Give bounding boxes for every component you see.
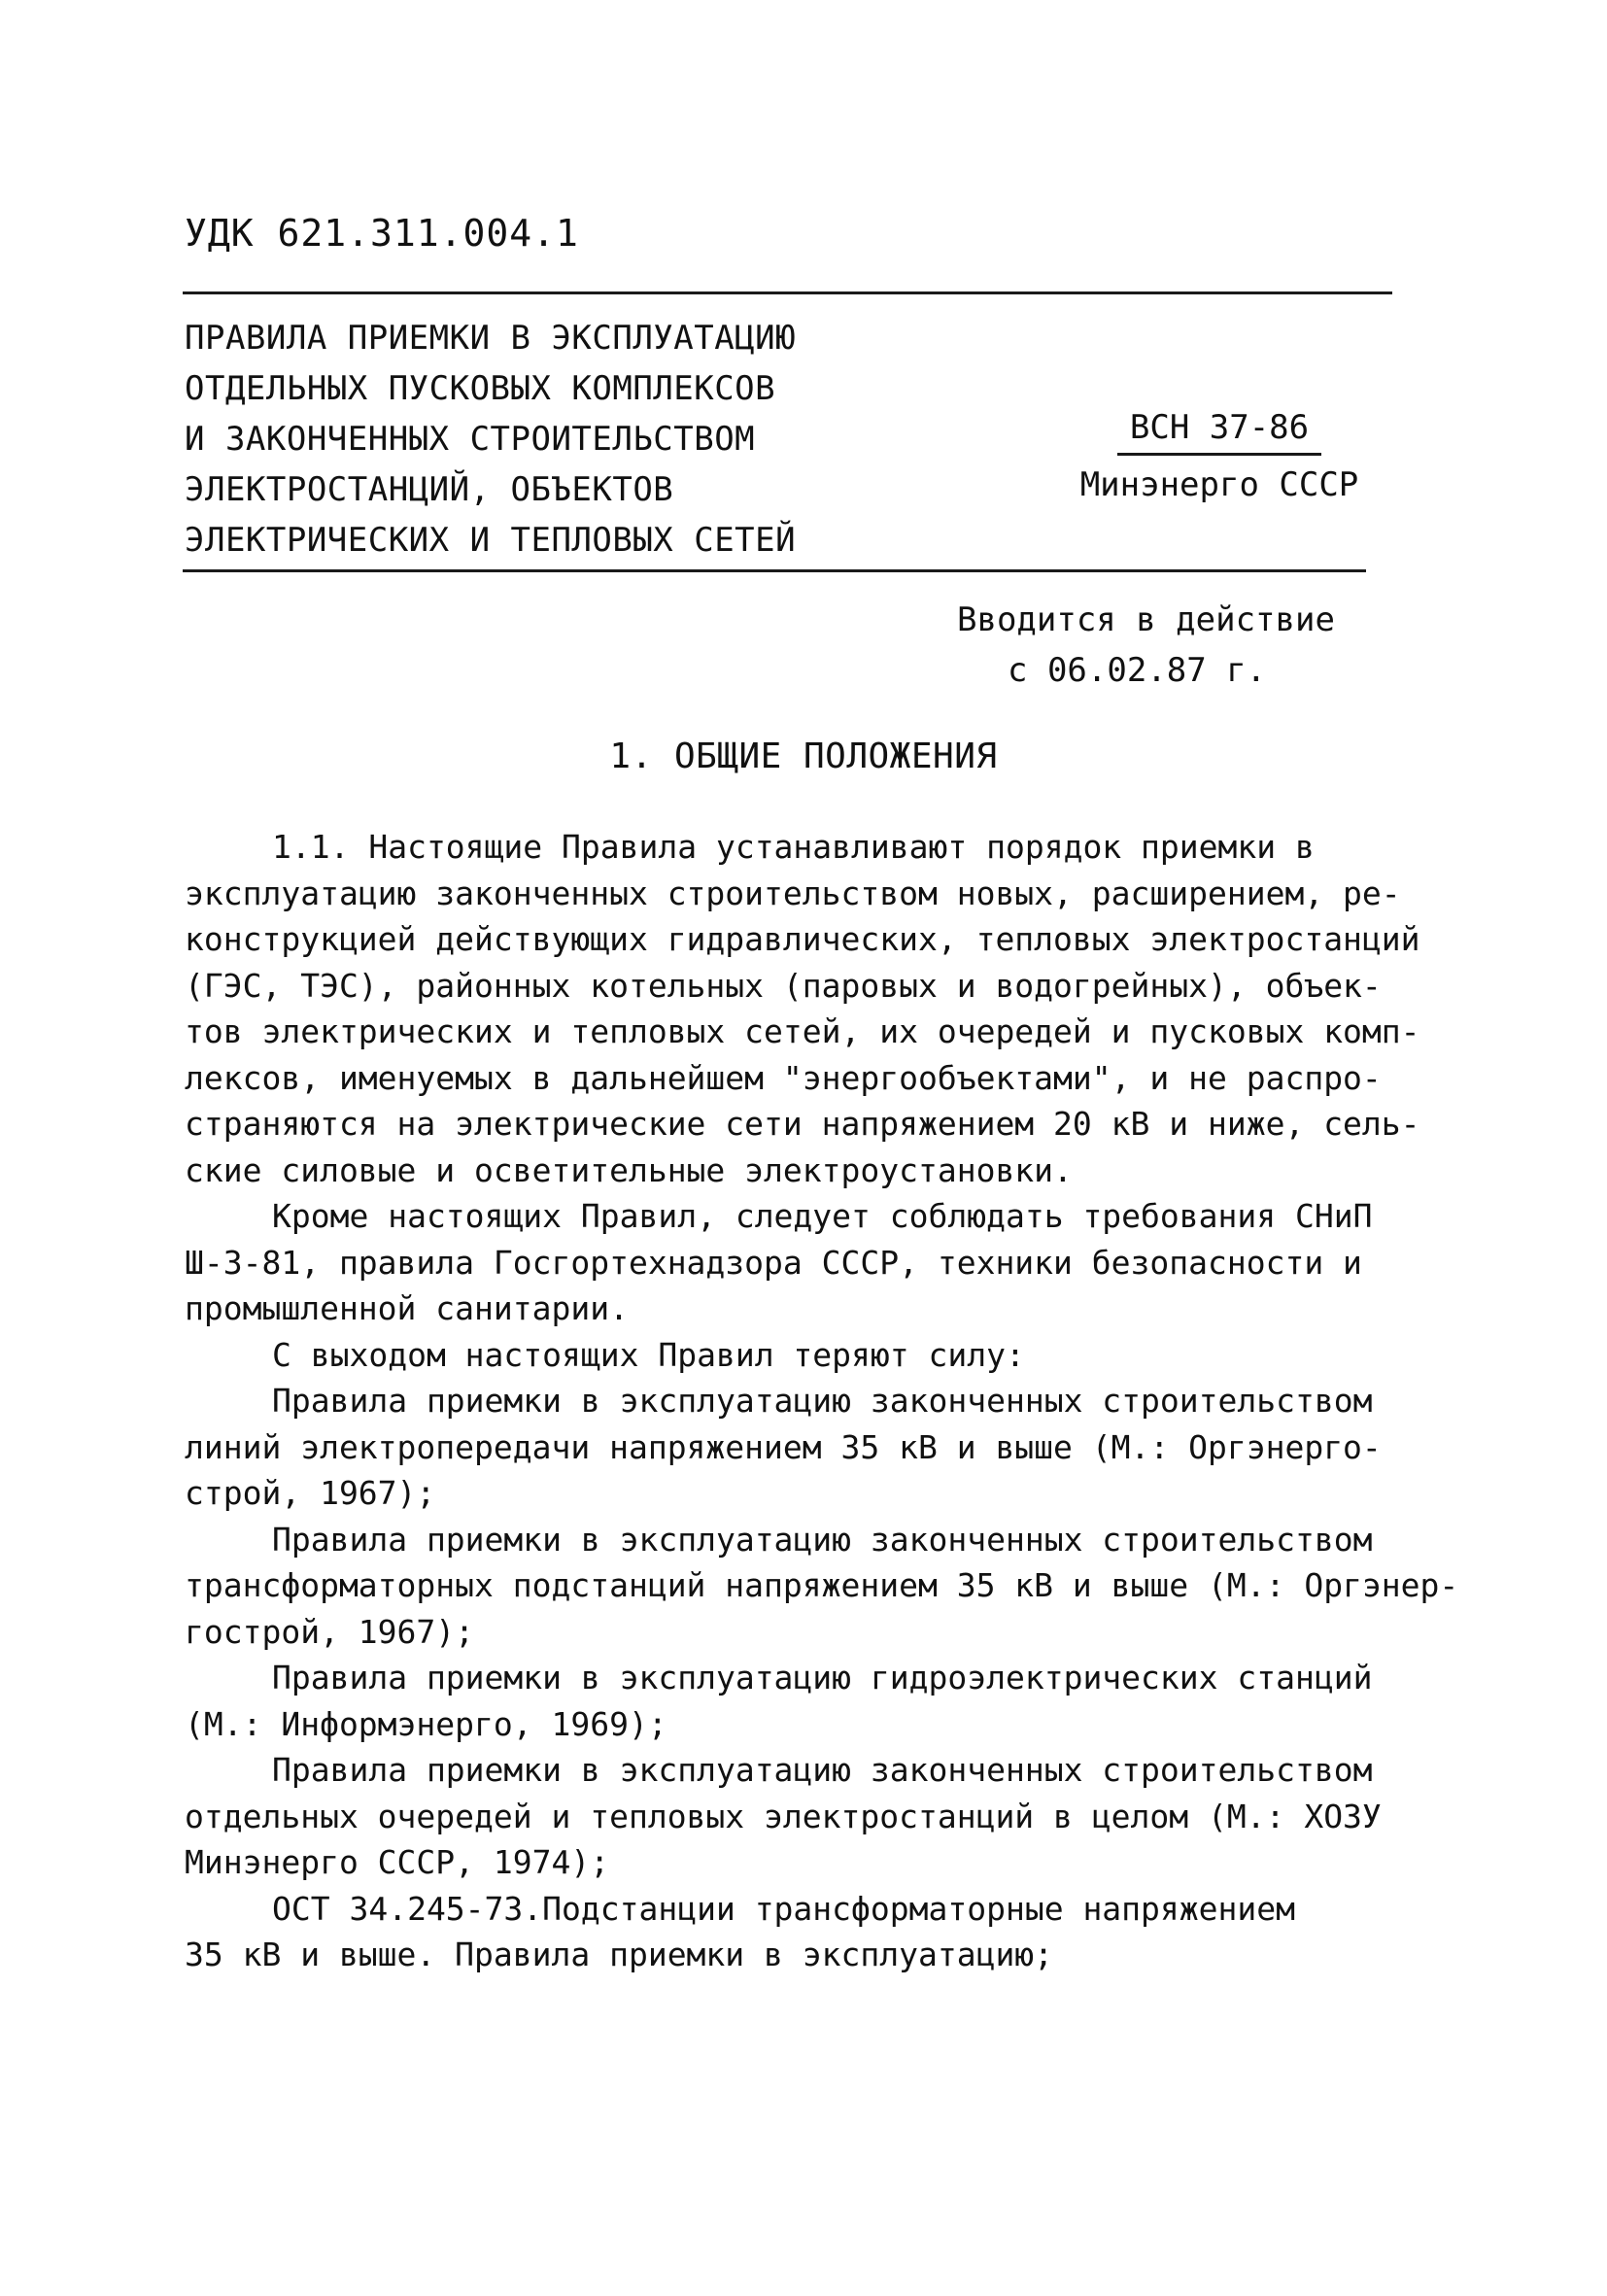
body-line: трансформаторных подстанций напряжением 35 кВ и выше (М.: Оргэнер- [185,1566,1459,1604]
body-line: Кроме настоящих Правил, следует соблюдать требования СНиП [272,1197,1373,1235]
body-line: конструкцией действующих гидравлических, тепловых электростанций [185,920,1420,958]
effective-label: Вводится в действие [957,600,1335,639]
body-line: 1.1. Настоящие Правила устанавливают порядок приемки в [272,828,1315,866]
body-line: Правила приемки в эксплуатацию законченных строительством [272,1520,1373,1559]
effective-date-block [957,595,1335,696]
body-line: гострой, 1967); [185,1612,475,1651]
body-line: Минэнерго СССР, 1974); [185,1843,610,1881]
body-line: Правила приемки в эксплуатацию законченных строительством [272,1751,1373,1789]
issuing-agency: Минэнерго СССР [1079,465,1359,504]
body-line: Правила приемки в эксплуатацию гидроэлектрических станций [272,1659,1373,1696]
body-line: лексов, именуемых в дальнейшем "энергообъектами", и не распро- [185,1058,1382,1097]
section-title: 1. ОБЩИЕ ПОЛОЖЕНИЯ [609,737,998,776]
effective-date: с 06.02.87 г. [1008,651,1267,690]
udk-code: УДК 621.311.004.1 [185,212,579,255]
body-line: Правила приемки в эксплуатацию законченных строительством [272,1382,1373,1420]
body-line: ОСТ 34.245-73.Подстанции трансформаторные напряжением [272,1889,1295,1928]
top-rule [183,291,1392,294]
document-title [185,313,796,565]
body-line: (ГЭС, ТЭС), районных котельных (паровых и водогрейных), объек- [185,966,1382,1005]
title-line: ПРАВИЛА ПРИЕМКИ В ЭКСПЛУАТАЦИЮ [185,319,797,358]
body-line: тов электрических и тепловых сетей, их очередей и пусковых комп- [185,1012,1420,1050]
title-line: ОТДЕЛЬНЫХ ПУСКОВЫХ КОМПЛЕКСОВ [185,369,776,408]
body-line: С выходом настоящих Правил теряют силу: [272,1335,1025,1374]
body-line: строй, 1967); [185,1474,436,1512]
title-line: ЭЛЕКТРОСТАНЦИЙ, ОБЪЕКТОВ [185,470,674,509]
bottom-rule [183,569,1366,572]
document-code-block [1078,408,1360,504]
body-line: линий электропередачи напряжением 35 кВ и выше (М.: Оргэнерго- [185,1427,1382,1466]
body-line: (М.: Информэнерго, 1969); [185,1704,667,1743]
body-line: ские силовые и осветительные электроустановки. [185,1150,1073,1189]
document-code: ВСН 37-86 [1117,408,1321,456]
body-line: Ш-3-81, правила Госгортехнадзора СССР, техники безопасности и [185,1243,1362,1282]
body-line: промышленной санитарии. [185,1289,629,1327]
body-text [185,824,1459,1978]
body-line: эксплуатацию законченных строительством новых, расширением, ре- [185,874,1401,912]
title-line: И ЗАКОНЧЕННЫХ СТРОИТЕЛЬСТВОМ [185,420,756,459]
body-line: страняются на электрические сети напряжением 20 кВ и ниже, сель- [185,1105,1420,1143]
title-line: ЭЛЕКТРИЧЕСКИХ И ТЕПЛОВЫХ СЕТЕЙ [185,521,797,560]
body-line: 35 кВ и выше. Правила приемки в эксплуатацию; [185,1936,1054,1973]
body-line: отдельных очередей и тепловых электростанций в целом (М.: ХОЗУ [185,1797,1382,1835]
